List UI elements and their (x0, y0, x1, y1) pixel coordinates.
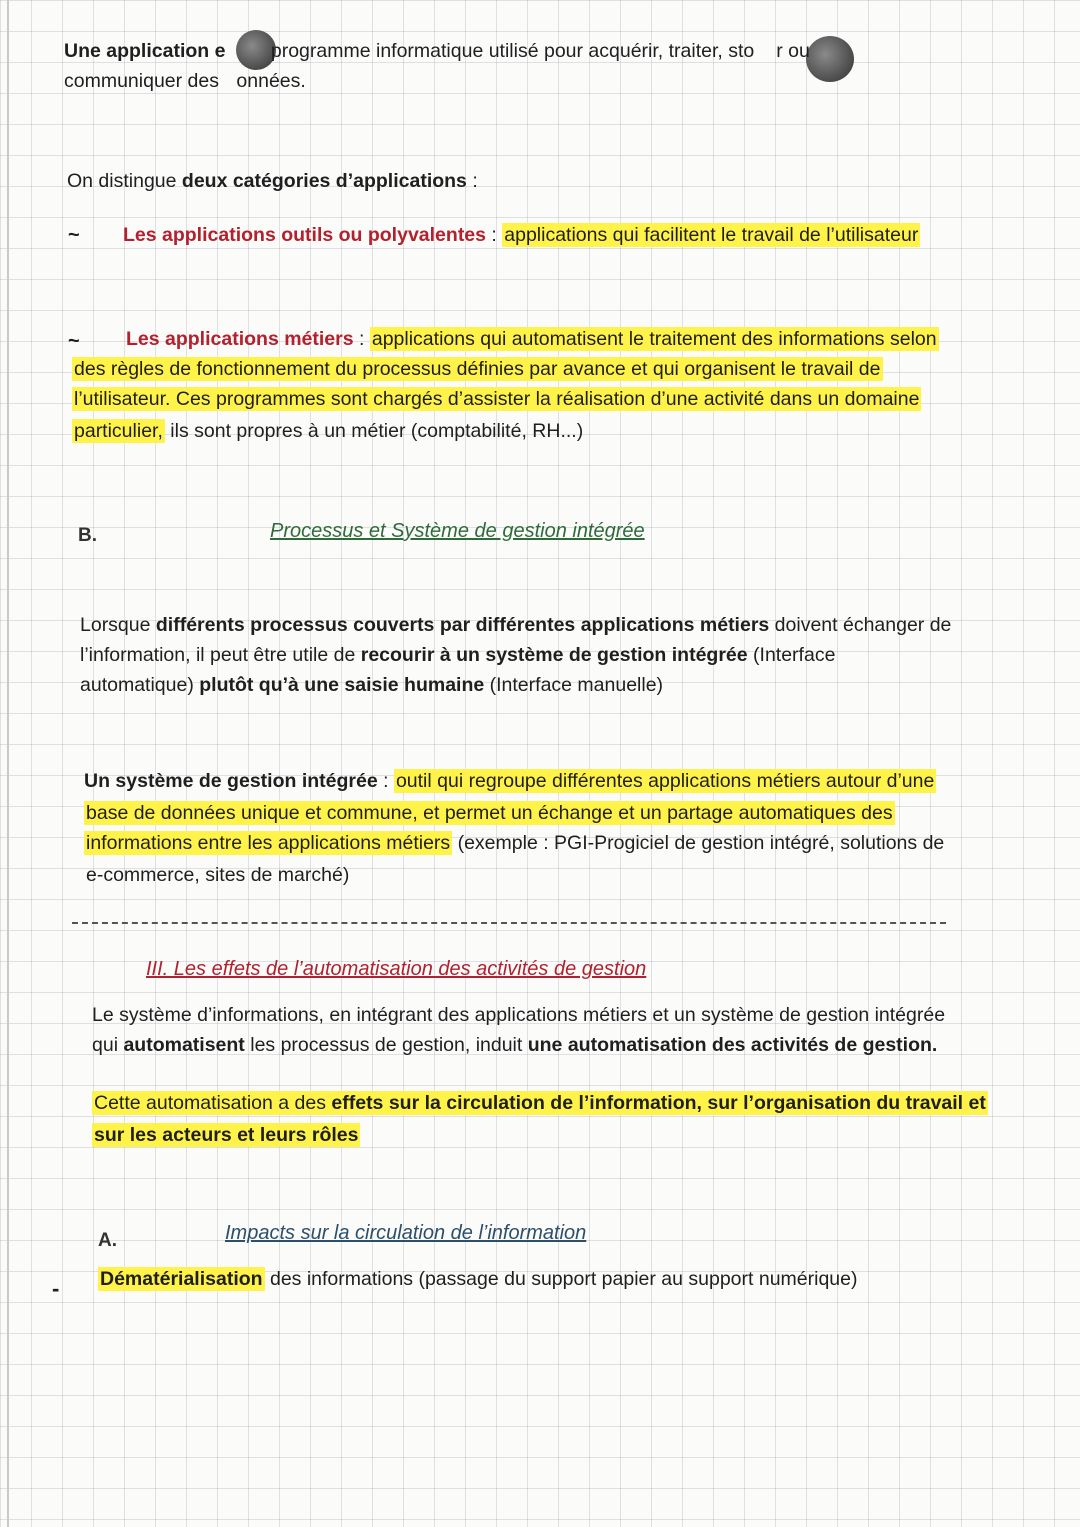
section-a-title: Impacts sur la circulation de l’information (225, 1222, 587, 1244)
tilde-bullet: ~ (68, 330, 80, 352)
cat-metiers-line-4: particulier, ils sont propres à un métier (comptabilité, RH...) (74, 420, 584, 442)
categories-intro: On distingue deux catégories d’applications : (67, 170, 478, 192)
intro-line-2: communiquer des onnées. (64, 70, 306, 92)
effets-line-2: qui automatisent les processus de gestion, induit une automatisation des activités de gestion. (92, 1034, 938, 1056)
punch-hole-right (806, 36, 854, 82)
consequence-line-2: sur les acteurs et leurs rôles (94, 1124, 359, 1146)
section-divider (72, 922, 946, 924)
section-iii-title: III. Les effets de l’automatisation des activités de gestion (146, 958, 647, 980)
cat-outils-line: Les applications outils ou polyvalentes : applications qui facilitent le travail de l’utilisateur (123, 224, 919, 246)
intro-line-1: Une application e programme informatique utilisé pour acquérir, traiter, sto r ou (64, 40, 810, 62)
sgi-line-2: base de données unique et commune, et permet un échange et un partage automatiques des (86, 802, 893, 824)
section-a-letter: A. (98, 1230, 117, 1251)
processus-line-1: Lorsque différents processus couverts par différentes applications métiers doivent échanger de (80, 614, 952, 636)
sgi-line-3: informations entre les applications métiers (exemple : PGI-Progiciel de gestion intégré, solutions de (86, 832, 945, 854)
sgi-line-1: Un système de gestion intégrée : outil qui regroupe différentes applications métiers autour d’une (84, 770, 935, 792)
tilde-bullet: ~ (68, 224, 80, 246)
processus-line-2: l’information, il peut être utile de recourir à un système de gestion intégrée (Interface (80, 644, 836, 666)
sgi-line-4: e-commerce, sites de marché) (86, 864, 350, 886)
processus-line-3: automatique) plutôt qu’à une saisie humaine (Interface manuelle) (80, 674, 664, 696)
section-b-title: Processus et Système de gestion intégrée (270, 520, 645, 542)
cat-metiers-line-1: Les applications métiers : applications qui automatisent le traitement des informations selon (126, 328, 937, 350)
section-b-letter: B. (78, 525, 97, 546)
consequence-line-1: Cette automatisation a des effets sur la circulation de l’information, sur l’organisation du travail et (94, 1092, 986, 1114)
cat-metiers-line-2: des règles de fonctionnement du processus définies par avance et qui organisent le travail de (74, 358, 881, 380)
margin-line (7, 0, 9, 1527)
demat-line: Dématérialisation des informations (passage du support papier au support numérique) (100, 1268, 858, 1290)
effets-line-1: Le système d’informations, en intégrant des applications métiers et un système de gestion intégrée (92, 1004, 946, 1026)
dash-bullet: - (52, 1276, 60, 1301)
cat-metiers-line-3: l’utilisateur. Ces programmes sont chargés d’assister la réalisation d’une activité dans un domaine (74, 388, 920, 410)
